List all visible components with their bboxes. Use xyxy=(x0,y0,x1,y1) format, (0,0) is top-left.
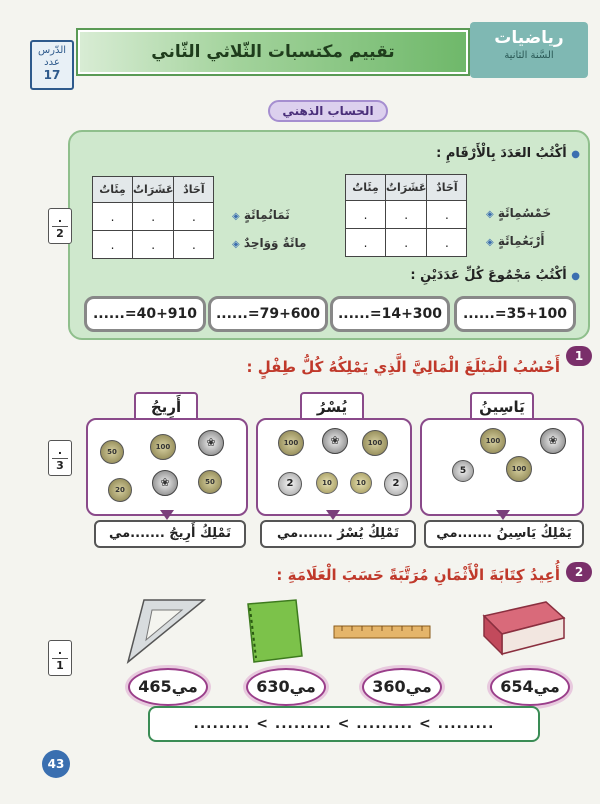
sum-exercise[interactable]: ......=79+600 xyxy=(208,296,328,332)
header-hundreds: مِئَاتٌ xyxy=(93,177,133,203)
diamond-icon: ◈ xyxy=(486,237,494,248)
coin-100-icon: 100 xyxy=(278,430,304,456)
header-ones: آحَادٌ xyxy=(174,177,214,203)
number-word-item xyxy=(232,208,290,222)
diamond-icon: ◈ xyxy=(232,211,240,222)
page-number: 43 xyxy=(42,750,70,778)
coin-10-icon: 10 xyxy=(316,472,338,494)
ruler-icon xyxy=(332,622,432,642)
coin-100-icon: 100 xyxy=(480,428,506,454)
coin-2-icon: 2 xyxy=(278,472,302,496)
lesson-number: 17 xyxy=(43,68,61,82)
question-number-badge: 2 xyxy=(566,562,592,582)
score-value: . xyxy=(57,444,63,457)
digit-cell[interactable]: . xyxy=(93,203,133,231)
digit-cell[interactable]: . xyxy=(93,231,133,259)
page-title: تقييم مكتسبات الثّلاثي الثّاني xyxy=(78,30,468,74)
digit-cell[interactable]: . xyxy=(386,229,427,257)
notebook-icon xyxy=(236,598,306,668)
coin-20-icon: 20 xyxy=(108,478,132,502)
coin-panel xyxy=(86,418,248,516)
child-name-tag: يَاسِينُ xyxy=(470,392,534,422)
set-square-icon xyxy=(124,596,208,666)
book-icon xyxy=(476,598,568,658)
price-tag: 360مي xyxy=(362,668,442,706)
coin-100-icon: 100 xyxy=(506,456,532,482)
score-max: 3 xyxy=(52,458,68,473)
coin-100-icon: 100 xyxy=(150,434,176,460)
question-number-badge: 1 xyxy=(566,346,592,366)
score-box xyxy=(48,208,72,244)
coin-10-icon: 10 xyxy=(350,472,372,494)
grade-label: السَّنة الثانية xyxy=(504,50,554,61)
diamond-icon: ◈ xyxy=(486,209,494,220)
header-tens: عَشَرَاتٌ xyxy=(386,175,427,201)
mental-math-badge: الحساب الذهني xyxy=(268,100,388,122)
lesson-number-box xyxy=(30,40,74,90)
coin-100-icon: 100 xyxy=(362,430,388,456)
score-value: . xyxy=(57,644,63,657)
bullet-icon: ● xyxy=(571,149,580,160)
lesson-label: الدّرس xyxy=(37,45,67,56)
number-word-item xyxy=(486,234,545,248)
answer-field[interactable]: تَمْلِكُ يُسْرُ .......مي xyxy=(260,520,416,548)
child-name-tag: أَرِيجُ xyxy=(134,392,198,422)
digit-cell[interactable]: . xyxy=(346,229,386,257)
digit-cell[interactable]: . xyxy=(133,203,174,231)
diamond-icon: ◈ xyxy=(232,239,240,250)
score-max: 1 xyxy=(52,658,68,673)
instruction-text: أكْتُبُ العَدَدَ بِالْأَرْقَامِ : xyxy=(436,146,567,161)
number-word-item xyxy=(232,236,306,250)
digit-cell[interactable]: . xyxy=(174,203,214,231)
number-word: أَرْبَعُمِائَةٍ xyxy=(497,234,545,248)
score-max: 2 xyxy=(52,226,68,241)
number-word: مِائَةٌ وَوَاحِدٌ xyxy=(243,236,307,250)
price-tag: 465مي xyxy=(128,668,208,706)
score-box xyxy=(48,640,72,676)
header-tens: عَشَرَاتٌ xyxy=(133,177,174,203)
place-value-table-left xyxy=(92,176,214,259)
price-tag: 654مي xyxy=(490,668,570,706)
coin-5-icon: 5 xyxy=(452,460,474,482)
answer-field[interactable]: تَمْلِكُ أَرِيجُ .......مي xyxy=(94,520,246,548)
digit-cell[interactable]: . xyxy=(427,229,467,257)
instruction-money: أَحْسُبُ الْمَبْلَغَ الْمَالِيَّ الَّذِي يَمْلِكُهُ كُلُّ طِفْلٍ : xyxy=(246,358,560,376)
subject-banner xyxy=(470,22,588,78)
number-word: خَمْسُمِائَةٍ xyxy=(497,206,552,220)
coin-head-icon: ❀ xyxy=(322,428,348,454)
arrow-down-icon xyxy=(160,510,174,520)
bullet-icon: ● xyxy=(571,271,580,282)
instruction-text: أكْتُبُ مَجْمُوعَ كُلِّ عَدَدَيْنِ : xyxy=(410,268,567,283)
answer-field[interactable]: يَمْلِكُ يَاسِينُ .......مي xyxy=(424,520,584,548)
score-value: . xyxy=(57,212,63,225)
arrow-down-icon xyxy=(496,510,510,520)
digit-cell[interactable]: . xyxy=(174,231,214,259)
instruction-sum xyxy=(300,268,580,283)
number-word-item xyxy=(486,206,551,220)
instruction-write-number xyxy=(260,146,580,161)
digit-cell[interactable]: . xyxy=(427,201,467,229)
order-answer-field[interactable]: ......... < ......... < ......... < ......... xyxy=(148,706,540,742)
coin-50-icon: 50 xyxy=(100,440,124,464)
coin-50-icon: 50 xyxy=(198,470,222,494)
header-ones: آحَادٌ xyxy=(427,175,467,201)
digit-cell[interactable]: . xyxy=(133,231,174,259)
sum-exercise[interactable]: ......=35+100 xyxy=(454,296,576,332)
price-tag: 630مي xyxy=(246,668,326,706)
number-label: عدد xyxy=(44,57,60,68)
coin-head-icon: ❀ xyxy=(198,430,224,456)
child-name-tag: يُسْرُ xyxy=(300,392,364,422)
arrow-down-icon xyxy=(326,510,340,520)
number-word: ثَمَانُمِائَةٍ xyxy=(243,208,290,222)
score-box xyxy=(48,440,72,476)
coin-head-icon: ❀ xyxy=(540,428,566,454)
sum-exercise[interactable]: ......=40+910 xyxy=(84,296,206,332)
digit-cell[interactable]: . xyxy=(346,201,386,229)
sum-exercise[interactable]: ......=14+300 xyxy=(330,296,450,332)
digit-cell[interactable]: . xyxy=(386,201,427,229)
coin-2-icon: 2 xyxy=(384,472,408,496)
header-hundreds: مِئَاتٌ xyxy=(346,175,386,201)
place-value-table-right xyxy=(345,174,467,257)
instruction-order-prices: أُعِيدُ كِتَابَةَ الْأَثْمَانِ مُرَتَّبَةً حَسَبَ الْعَلَامَةِ : xyxy=(276,566,560,584)
coin-head-icon: ❀ xyxy=(152,470,178,496)
subject-label: رياضيات xyxy=(494,28,564,48)
